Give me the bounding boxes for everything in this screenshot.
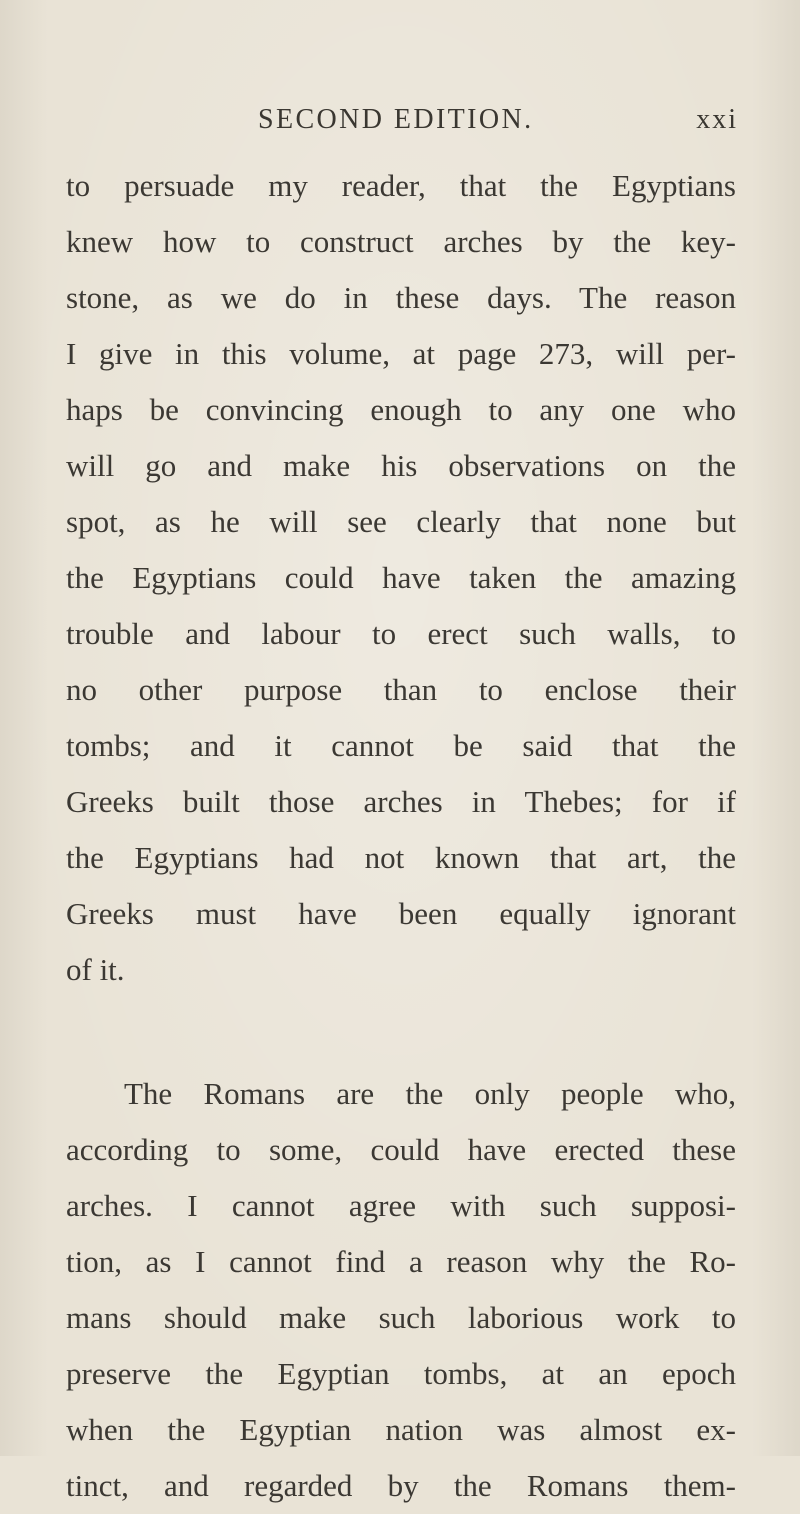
paragraph (66, 158, 736, 998)
text-line: the Egyptians could have taken the amazing (66, 560, 736, 595)
text-line: trouble and labour to erect such walls, to (66, 616, 736, 651)
text-line: will go and make his observations on the (66, 448, 736, 483)
text-line: when the Egyptian nation was almost ex- (66, 1412, 736, 1447)
text-line: the Egyptians had not known that art, the (66, 840, 736, 875)
body-text (66, 158, 736, 1514)
text-line: arches. I cannot agree with such supposi- (66, 1188, 736, 1223)
text-line: of it. (66, 952, 125, 987)
text-line: stone, as we do in these days. The reason (66, 280, 736, 315)
text-line: haps be convincing enough to any one who (66, 392, 736, 427)
text-line: I give in this volume, at page 273, will per- (66, 336, 736, 371)
text-line: Greeks built those arches in Thebes; for if (66, 784, 736, 819)
running-head (0, 100, 800, 140)
page-number: xxi (696, 104, 738, 135)
text-line: mans should make such laborious work to (66, 1300, 736, 1335)
text-line: spot, as he will see clearly that none but (66, 504, 736, 539)
text-line: preserve the Egyptian tombs, at an epoch (66, 1356, 736, 1391)
text-line: tombs; and it cannot be said that the (66, 728, 736, 763)
text-line: tion, as I cannot find a reason why the Ro- (66, 1244, 736, 1279)
text-line: Greeks must have been equally ignorant (66, 896, 736, 931)
paragraph (66, 1066, 736, 1514)
text-line: according to some, could have erected these (66, 1132, 736, 1167)
paragraph-gap (66, 998, 736, 1066)
text-line: no other purpose than to enclose their (66, 672, 736, 707)
text-line: to persuade my reader, that the Egyptians (66, 168, 736, 203)
text-line: knew how to construct arches by the key- (66, 224, 736, 259)
text-line: tinct, and regarded by the Romans them- (66, 1468, 736, 1503)
text-line: The Romans are the only people who, (124, 1076, 736, 1111)
running-head-title: SECOND EDITION. (258, 104, 534, 135)
